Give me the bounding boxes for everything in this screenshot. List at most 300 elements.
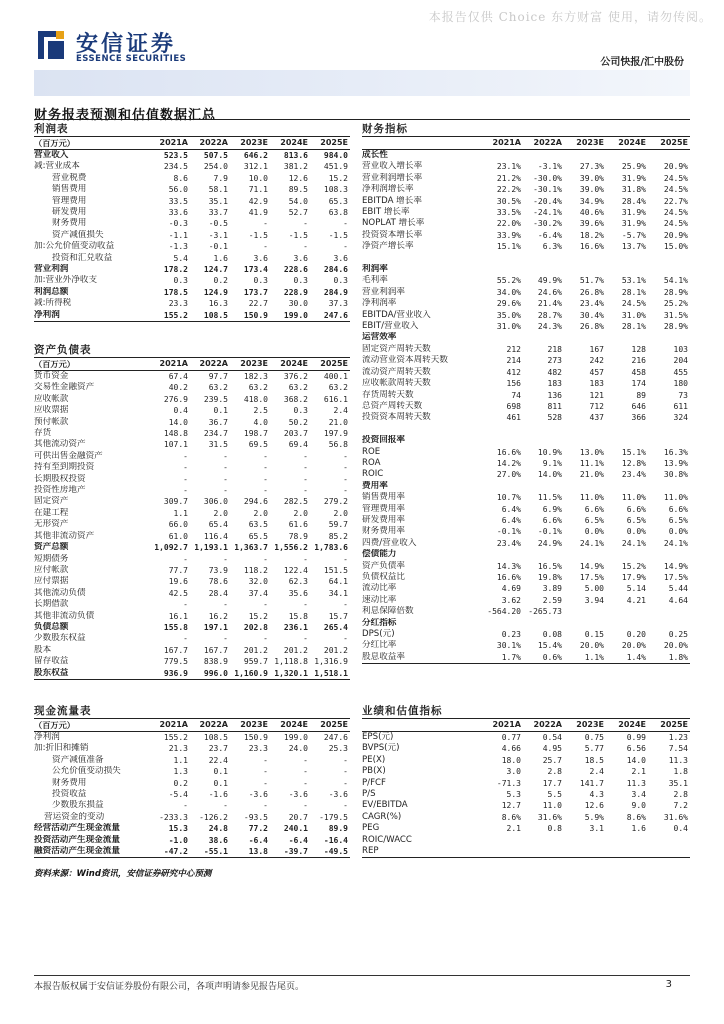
valuation-row-label: PE(X)	[362, 754, 386, 765]
income-cell: 108.3	[323, 185, 348, 195]
income-cell: 7.9	[213, 173, 228, 183]
cashflow-cell: -49.5	[310, 846, 350, 858]
income-cell: 178.2	[163, 265, 188, 275]
income-cell: 813.6	[283, 151, 308, 160]
balance-cell: 64.1	[328, 577, 348, 587]
ratios-cell: 1.4%	[606, 652, 648, 664]
ratios-cell: 16.3%	[663, 447, 688, 457]
balance-cell: 2.5	[253, 406, 268, 416]
balance-cell: -	[343, 634, 348, 644]
income-cell: 54.0	[288, 196, 308, 206]
ratios-row-label: EBIT/营业收入	[362, 321, 419, 332]
balance-cell: 14.0	[168, 417, 188, 427]
balance-cell: 197.1	[203, 622, 228, 632]
income-cell: 284.6	[323, 265, 348, 275]
balance-cell: -	[223, 554, 228, 564]
balance-cell: 1,556.2	[274, 543, 308, 553]
ratios-cell: 28.1%	[621, 287, 646, 297]
valuation-cell	[648, 835, 690, 846]
income-table	[34, 136, 350, 322]
ratios-cell: 6.5%	[668, 515, 688, 525]
income-cell: 16.3	[208, 299, 228, 309]
ratios-cell: 23.4%	[496, 538, 521, 548]
income-row-label: 加:营业外净收支	[34, 275, 98, 286]
balance-cell: 28.4	[208, 588, 228, 598]
ratios-cell: 366	[631, 413, 646, 423]
ratios-cell: 3.89	[542, 584, 562, 594]
ratios-cell: 17.9%	[621, 573, 646, 582]
income-cell: 247.6	[310, 310, 350, 322]
ratios-cell	[606, 264, 648, 275]
balance-row	[34, 428, 350, 439]
balance-cell: 203.7	[283, 429, 308, 439]
balance-row	[34, 405, 350, 416]
cashflow-cell: -55.1	[190, 846, 230, 858]
ratios-cell: 14.3%	[496, 561, 521, 571]
income-cell: 5.4	[173, 253, 188, 263]
ratios-cell	[564, 332, 606, 343]
ratios-row-label: 净利润率	[362, 298, 397, 309]
balance-cell: 122.4	[283, 565, 308, 575]
ratios-cell: 103	[673, 344, 688, 354]
income-cell: 33.6	[168, 208, 188, 218]
valuation-cell: 6.56	[626, 744, 646, 754]
ratios-row-label: 速动比率	[362, 594, 397, 605]
balance-cell: 78.6	[208, 577, 228, 587]
page-title: 财务报表预测和估值数据汇总	[34, 108, 217, 123]
balance-row	[34, 542, 350, 553]
cashflow-cell: -1.0	[168, 835, 188, 845]
cashflow-cell: 15.3	[168, 824, 188, 834]
brand-logo	[34, 27, 187, 67]
ratios-cell: 73	[678, 390, 688, 400]
balance-row-label: 持有至到期投资	[34, 462, 95, 473]
ratios-cell: 31.0%	[621, 310, 646, 320]
ratios-row-label: 利息保障倍数	[362, 606, 414, 617]
ratios-cell	[482, 435, 523, 446]
ratios-cell: 242	[589, 356, 604, 366]
ratios-row-label: 营业利润增长率	[362, 172, 423, 183]
cashflow-year-header: 2025E	[310, 719, 350, 732]
ratios-cell: 31.9%	[621, 219, 646, 229]
balance-cell: -	[223, 474, 228, 484]
balance-row	[34, 599, 350, 610]
balance-cell: 0.3	[293, 406, 308, 416]
valuation-cell: 2.8	[547, 767, 562, 777]
valuation-title: 业绩和估值指标	[362, 705, 443, 717]
balance-cell: 167.7	[203, 645, 228, 655]
valuation-cell: 0.4	[673, 824, 688, 834]
ratios-cell: 156	[506, 379, 521, 389]
valuation-row-label: REP	[362, 846, 482, 858]
income-cell: 35.1	[208, 196, 228, 206]
balance-row	[34, 588, 350, 599]
income-row-label: 利润总额	[34, 286, 69, 297]
ratios-cell: 646	[631, 401, 646, 411]
ratios-cell: 23.1%	[496, 162, 521, 172]
ratios-row-label: 费用率	[362, 480, 388, 491]
ratios-cell: 214	[506, 356, 521, 366]
ratios-cell: -30.2%	[533, 219, 562, 229]
ratios-cell: -265.73	[528, 607, 562, 617]
income-row	[34, 184, 350, 195]
valuation-cell: 12.7	[501, 801, 521, 811]
valuation-cell: 14.0	[626, 755, 646, 765]
valuation-cell: 5.5	[547, 790, 562, 800]
income-row	[34, 230, 350, 241]
ratios-row-label: 投资回报率	[362, 435, 405, 446]
income-cell: 173.7	[243, 287, 268, 297]
balance-row-label: 长期股权投资	[34, 473, 86, 484]
balance-cell: 167.7	[163, 645, 188, 655]
ratios-row-label: 流动比率	[362, 583, 397, 594]
balance-cell: 1,316.9	[314, 657, 348, 667]
cashflow-row-label: 经营活动产生现金流量	[34, 823, 120, 834]
ratios-cell	[564, 150, 606, 162]
cashflow-title: 现金流量表	[34, 705, 92, 717]
ratios-cell: 20.0%	[579, 641, 604, 651]
valuation-table	[362, 718, 690, 858]
cashflow-cell: 25.3	[328, 744, 348, 754]
ratios-cell: 35.0%	[496, 310, 521, 320]
ratios-cell: 0.25	[668, 630, 688, 640]
balance-cell: -	[183, 634, 188, 644]
valuation-year-header: 2025E	[648, 719, 690, 732]
ratios-cell: 6.9%	[542, 504, 562, 514]
balance-cell: -	[343, 554, 348, 564]
valuation-cell: 2.4	[589, 767, 604, 777]
ratios-cell: -30.0%	[533, 173, 562, 183]
ratios-cell: 17.5%	[663, 573, 688, 582]
ratios-row-label: 财务费用率	[362, 526, 405, 537]
balance-cell: -	[263, 486, 268, 496]
balance-row	[34, 439, 350, 450]
balance-row	[34, 633, 350, 644]
balance-row-label: 应付帐款	[34, 564, 69, 575]
ratios-row-label: ROE	[362, 446, 381, 457]
balance-cell: 85.2	[328, 531, 348, 541]
ratios-cell: 13.0%	[579, 447, 604, 457]
cashflow-row-label: 加:折旧和摊销	[34, 743, 89, 754]
valuation-header-row	[362, 719, 690, 732]
ratios-row	[362, 526, 690, 537]
valuation-cell: 18.0	[501, 755, 521, 765]
balance-cell: 1.1	[173, 508, 188, 518]
balance-row	[34, 611, 350, 622]
balance-row	[34, 474, 350, 485]
ratios-row	[362, 173, 690, 184]
balance-year-header: 2021A	[150, 358, 190, 371]
ratios-cell: 0.0%	[626, 527, 646, 537]
income-cell: 12.6	[288, 173, 308, 183]
ratios-cell	[564, 264, 606, 275]
balance-row	[34, 508, 350, 519]
ratios-row	[362, 458, 690, 469]
ratios-cell	[482, 332, 523, 343]
data-source-note: 资料来源：Wind资讯，安信证券研究中心预测	[34, 869, 212, 879]
ratios-cell: 11.0%	[621, 493, 646, 503]
income-cell: 312.1	[243, 162, 268, 172]
balance-cell: 32.0	[248, 577, 268, 587]
ratios-cell: 20.9%	[663, 162, 688, 172]
balance-cell: -	[263, 451, 268, 461]
income-cell: 56.0	[168, 185, 188, 195]
ratios-row	[362, 390, 690, 401]
valuation-cell: 0.99	[626, 733, 646, 742]
valuation-row	[362, 732, 690, 744]
income-row	[34, 161, 350, 172]
balance-cell: 294.6	[243, 497, 268, 507]
ratios-row-label	[362, 424, 482, 435]
cashflow-row	[34, 835, 350, 846]
income-cell: 646.2	[243, 151, 268, 160]
ratios-cell: 461	[506, 413, 521, 423]
income-cell: 10.0	[248, 173, 268, 183]
income-row	[34, 241, 350, 252]
balance-row	[34, 622, 350, 633]
ratios-cell: 0.6%	[523, 652, 564, 664]
valuation-cell: 0.8	[547, 824, 562, 834]
ratios-cell: 698	[506, 401, 521, 411]
balance-cell: 368.2	[283, 394, 308, 404]
ratios-cell	[606, 150, 648, 162]
footer-divider	[34, 975, 690, 976]
cashflow-cell: -3.6	[248, 790, 268, 800]
balance-cell: 418.0	[243, 394, 268, 404]
ratios-row-label: 固定资产周转天数	[362, 343, 431, 354]
valuation-cell: 7.54	[668, 744, 688, 754]
valuation-cell	[523, 835, 564, 846]
income-row	[34, 253, 350, 264]
ratios-unit-label	[362, 137, 482, 150]
ratios-cell: 0.0%	[584, 527, 604, 537]
balance-cell: 1,160.9	[230, 668, 270, 680]
income-year-header: 2023E	[230, 137, 270, 150]
ratios-cell: 273	[547, 356, 562, 366]
balance-cell: 31.5	[208, 440, 228, 450]
ratios-row	[362, 595, 690, 606]
valuation-row	[362, 743, 690, 754]
cashflow-year-header: 2022A	[190, 719, 230, 732]
income-year-header: 2021A	[150, 137, 190, 150]
cashflow-cell: -39.7	[270, 846, 310, 858]
ratios-row	[362, 321, 690, 332]
ratios-cell: 14.0%	[537, 470, 562, 480]
income-row-label: 加:公允价值变动收益	[34, 241, 115, 252]
ratios-cell	[606, 424, 648, 435]
balance-cell: 69.4	[288, 440, 308, 450]
ratios-cell: 27.0%	[496, 470, 521, 480]
ratios-year-header: 2023E	[564, 137, 606, 150]
ratios-cell	[606, 618, 648, 629]
ratios-cell: 30.5%	[496, 196, 521, 206]
ratios-cell: 15.1%	[496, 242, 521, 252]
income-row-label: 营业税费	[52, 172, 87, 183]
ratios-cell: 26.8%	[579, 287, 604, 297]
ratios-cell: 24.3%	[537, 322, 562, 332]
cashflow-row	[34, 800, 350, 811]
page-number: 3	[665, 979, 672, 990]
balance-cell: -	[223, 451, 228, 461]
valuation-year-header: 2023E	[564, 719, 606, 732]
income-cell: -3.1	[208, 230, 228, 240]
cashflow-cell: -47.2	[150, 846, 190, 858]
balance-cell: 2.4	[333, 406, 348, 416]
ratios-cell: 6.4%	[501, 515, 521, 525]
balance-cell: -	[263, 600, 268, 610]
balance-cell: 198.7	[243, 429, 268, 439]
ratios-row	[362, 355, 690, 366]
ratios-cell: 25.9%	[621, 162, 646, 172]
valuation-row	[362, 778, 690, 789]
cashflow-cell: -	[303, 778, 308, 788]
balance-cell: 63.2	[248, 383, 268, 393]
cashflow-cell: 0.2	[173, 778, 188, 788]
ratios-row-label: 四费/营业收入	[362, 537, 417, 548]
balance-row-label: 资产总额	[34, 542, 69, 553]
ratios-year-header: 2024E	[606, 137, 648, 150]
ratios-row	[362, 332, 690, 343]
income-cell: 33.5	[168, 196, 188, 206]
ratios-cell: 39.6%	[579, 219, 604, 229]
balance-row	[34, 485, 350, 496]
income-cell: -1.5	[328, 230, 348, 240]
balance-cell: 118.2	[243, 565, 268, 575]
ratios-row-label: 销售费用率	[362, 492, 405, 503]
income-cell: 52.7	[288, 208, 308, 218]
ratios-cell: -20.4%	[533, 196, 562, 206]
ratios-cell: 29.6%	[496, 299, 521, 309]
ratios-cell: 183	[547, 379, 562, 389]
ratios-cell	[482, 481, 523, 492]
balance-cell: 151.5	[323, 565, 348, 575]
income-cell: -	[343, 242, 348, 252]
balance-cell: 56.8	[328, 440, 348, 450]
valuation-cell: 5.3	[506, 790, 521, 800]
balance-cell: 65.4	[208, 520, 228, 530]
ratios-cell	[482, 549, 523, 560]
ratios-row	[362, 549, 690, 560]
cashflow-cell: 38.6	[208, 835, 228, 845]
income-cell: 0.3	[253, 276, 268, 286]
ratios-cell: 16.6%	[496, 573, 521, 582]
valuation-cell: 11.0	[542, 801, 562, 811]
balance-row-label: 存货	[34, 428, 52, 439]
cashflow-cell: -	[343, 755, 348, 765]
ratios-row	[362, 640, 690, 651]
ratios-cell: 27.3%	[579, 162, 604, 172]
income-cell: 42.9	[248, 196, 268, 206]
ratios-cell: 21.0%	[579, 470, 604, 480]
balance-year-header: 2023E	[230, 358, 270, 371]
valuation-cell: 141.7	[579, 778, 604, 788]
ratios-cell: 13.7%	[621, 242, 646, 252]
balance-cell: 996.0	[190, 668, 230, 680]
income-cell: -	[303, 242, 308, 252]
balance-row-label: 股本	[34, 644, 52, 655]
balance-cell: 182.3	[243, 372, 268, 381]
ratios-cell: 0.23	[501, 630, 521, 640]
valuation-cell	[606, 835, 648, 846]
valuation-cell: 11.3	[626, 778, 646, 788]
ratios-row-label: 营业利润率	[362, 286, 405, 297]
balance-cell: 201.2	[243, 645, 268, 655]
ratios-cell: 6.6%	[626, 504, 646, 514]
income-row-label: 投资和汇兑收益	[52, 252, 113, 263]
ratios-row	[362, 515, 690, 526]
ratios-cell: -24.1%	[533, 208, 562, 218]
balance-cell: 63.5	[248, 520, 268, 530]
ratios-cell: 412	[506, 367, 521, 377]
balance-year-header: 2024E	[270, 358, 310, 371]
balance-cell: -	[263, 474, 268, 484]
ratios-cell: 14.2%	[496, 458, 521, 468]
ratios-cell: -30.1%	[533, 185, 562, 195]
ratios-cell	[482, 253, 523, 264]
income-cell: 254.0	[203, 162, 228, 172]
valuation-cell: 1.23	[668, 733, 688, 742]
valuation-row-label: BVPS(元)	[362, 743, 400, 754]
ratios-row	[362, 401, 690, 412]
ratios-cell: 20.0%	[663, 641, 688, 651]
income-row	[34, 207, 350, 218]
ratios-row	[362, 310, 690, 321]
ratios-row	[362, 447, 690, 458]
ratios-row-label: 偿债能力	[362, 549, 397, 560]
balance-cell: 282.5	[283, 497, 308, 507]
income-row-label: 财务费用	[52, 218, 87, 229]
ratios-cell: 1.7%	[482, 652, 523, 664]
balance-cell: 239.5	[203, 394, 228, 404]
ratios-cell	[606, 481, 648, 492]
ratios-cell	[606, 253, 648, 264]
valuation-cell: 8.6%	[501, 812, 521, 822]
cashflow-cell: 23.3	[248, 744, 268, 754]
ratios-cell: 24.5%	[663, 185, 688, 195]
valuation-cell: 5.9%	[584, 812, 604, 822]
ratios-cell: 15.0%	[663, 242, 688, 252]
income-cell: 284.9	[323, 287, 348, 297]
cashflow-cell: 20.7	[288, 812, 308, 822]
valuation-cell: 9.0	[631, 801, 646, 811]
ratios-cell: 6.6%	[542, 515, 562, 525]
income-cell: 33.7	[208, 208, 228, 218]
ratios-row	[362, 218, 690, 229]
ratios-cell: 0.20	[626, 630, 646, 640]
ratios-cell: 0.0%	[668, 527, 688, 537]
balance-row-label: 其他流动负债	[34, 587, 86, 598]
valuation-row-label: CAGR(%)	[362, 811, 402, 822]
income-cell: 507.5	[203, 151, 228, 160]
cashflow-row-label: 投资活动产生现金流量	[34, 834, 120, 845]
income-cell: 173.4	[243, 265, 268, 275]
ratios-cell: 28.4%	[621, 196, 646, 206]
balance-cell: 2.0	[293, 508, 308, 518]
balance-row	[34, 576, 350, 587]
balance-row-label: 应收帐款	[34, 393, 69, 404]
ratios-row	[362, 207, 690, 218]
ratios-cell: 20.9%	[663, 230, 688, 240]
valuation-cell: -71.3	[496, 778, 521, 788]
cashflow-row	[34, 846, 350, 858]
cashflow-cell: -	[343, 778, 348, 788]
ratios-row-label: 投资资本周转天数	[362, 412, 431, 423]
valuation-cell: 1.6	[631, 824, 646, 834]
income-cell: 155.2	[150, 310, 190, 322]
ratios-cell: 458	[631, 367, 646, 377]
balance-cell: 15.2	[248, 611, 268, 621]
balance-cell: 42.5	[168, 588, 188, 598]
